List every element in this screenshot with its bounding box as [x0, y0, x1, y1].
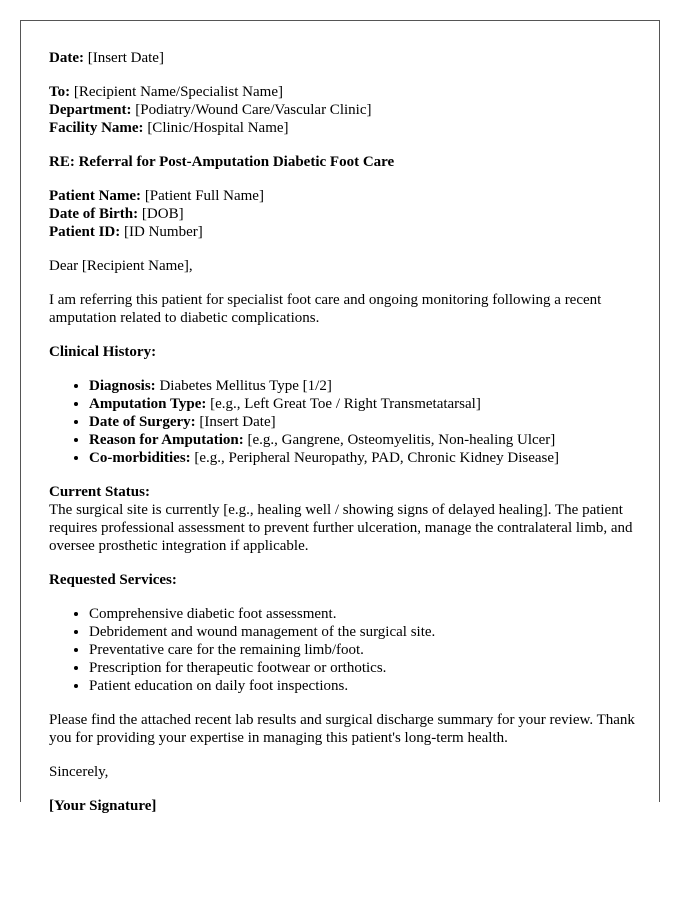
salutation: Dear [Recipient Name],: [49, 258, 193, 274]
history-item-label: Co-morbidities:: [89, 450, 191, 466]
letter-content: [49, 49, 639, 831]
list-item: • Preventative care for the remaining limb/foot.: [89, 641, 639, 659]
date-label: Date:: [49, 50, 84, 66]
list-item: • Debridement and wound management of the surgical site.: [89, 623, 639, 641]
history-item-label: Amputation Type:: [89, 396, 207, 412]
patient-id-label: Patient ID:: [49, 224, 121, 240]
patient-name-value: [Patient Full Name]: [144, 188, 264, 204]
patient-dob-line: [49, 205, 639, 223]
patient-name-label: Patient Name:: [49, 188, 142, 204]
history-item-label: Diagnosis:: [89, 378, 156, 394]
list-item: [89, 395, 639, 413]
facility-value: [Clinic/Hospital Name]: [147, 120, 289, 136]
to-line: [49, 83, 639, 101]
facility-line: [49, 119, 639, 137]
patient-id-line: [49, 223, 639, 241]
list-item: [89, 413, 639, 431]
history-item-value: [Insert Date]: [199, 414, 276, 430]
recipient-block: [49, 83, 639, 137]
patient-dob-value: [DOB]: [141, 206, 184, 222]
history-item-value: [e.g., Left Great Toe / Right Transmetatarsal]: [210, 396, 481, 412]
list-item: [89, 377, 639, 395]
current-status-text: The surgical site is currently [e.g., healing well / showing signs of delayed healing]. The patient requires professional assessment to prevent further ulceration, manage the contralateral limb, and oversee prosthetic integration if applicable.: [49, 502, 633, 554]
current-status-heading: Current Status:: [49, 484, 150, 500]
clinical-history-list: [49, 377, 639, 467]
intro-paragraph: I am referring this patient for specialist foot care and ongoing monitoring following a recent amputation related to diabetic complications.: [49, 292, 602, 326]
to-label: To:: [49, 84, 71, 100]
history-item-label: Date of Surgery:: [89, 414, 196, 430]
patient-dob-label: Date of Birth:: [49, 206, 139, 222]
signature-text: [Your Signature]: [49, 798, 157, 814]
clinical-history-heading: Clinical History:: [49, 344, 157, 360]
current-status-block: [49, 483, 639, 555]
requested-services-list: [49, 605, 639, 695]
requested-services-heading: Requested Services:: [49, 572, 177, 588]
date-line: [49, 49, 639, 67]
department-line: [49, 101, 639, 119]
facility-label: Facility Name:: [49, 120, 144, 136]
department-value: [Podiatry/Wound Care/Vascular Clinic]: [135, 102, 372, 118]
list-item: [89, 449, 639, 467]
history-item-value: [e.g., Peripheral Neuropathy, PAD, Chronic Kidney Disease]: [194, 450, 560, 466]
letter-page: [20, 20, 660, 814]
closing-paragraph: Please find the attached recent lab results and surgical discharge summary for your review. Thank you for providing your expertise in managing this patient's long-term health.: [49, 712, 635, 746]
list-item: • Patient education on daily foot inspections.: [89, 677, 639, 695]
history-item-label: Reason for Amputation:: [89, 432, 244, 448]
patient-id-value: [ID Number]: [124, 224, 203, 240]
subject-line: RE: Referral for Post-Amputation Diabetic Foot Care: [49, 154, 395, 170]
signature-placeholder: [49, 797, 639, 815]
date-value: [Insert Date]: [87, 50, 164, 66]
list-item: • Comprehensive diabetic foot assessment.: [89, 605, 639, 623]
to-value: [Recipient Name/Specialist Name]: [73, 84, 283, 100]
history-item-value: Diabetes Mellitus Type [1/2]: [159, 378, 332, 394]
signoff: Sincerely,: [49, 764, 109, 780]
patient-name-line: [49, 187, 639, 205]
patient-block: [49, 187, 639, 241]
history-item-value: [e.g., Gangrene, Osteomyelitis, Non-healing Ulcer]: [247, 432, 556, 448]
list-item: [89, 431, 639, 449]
list-item: • Prescription for therapeutic footwear or orthotics.: [89, 659, 639, 677]
department-label: Department:: [49, 102, 132, 118]
